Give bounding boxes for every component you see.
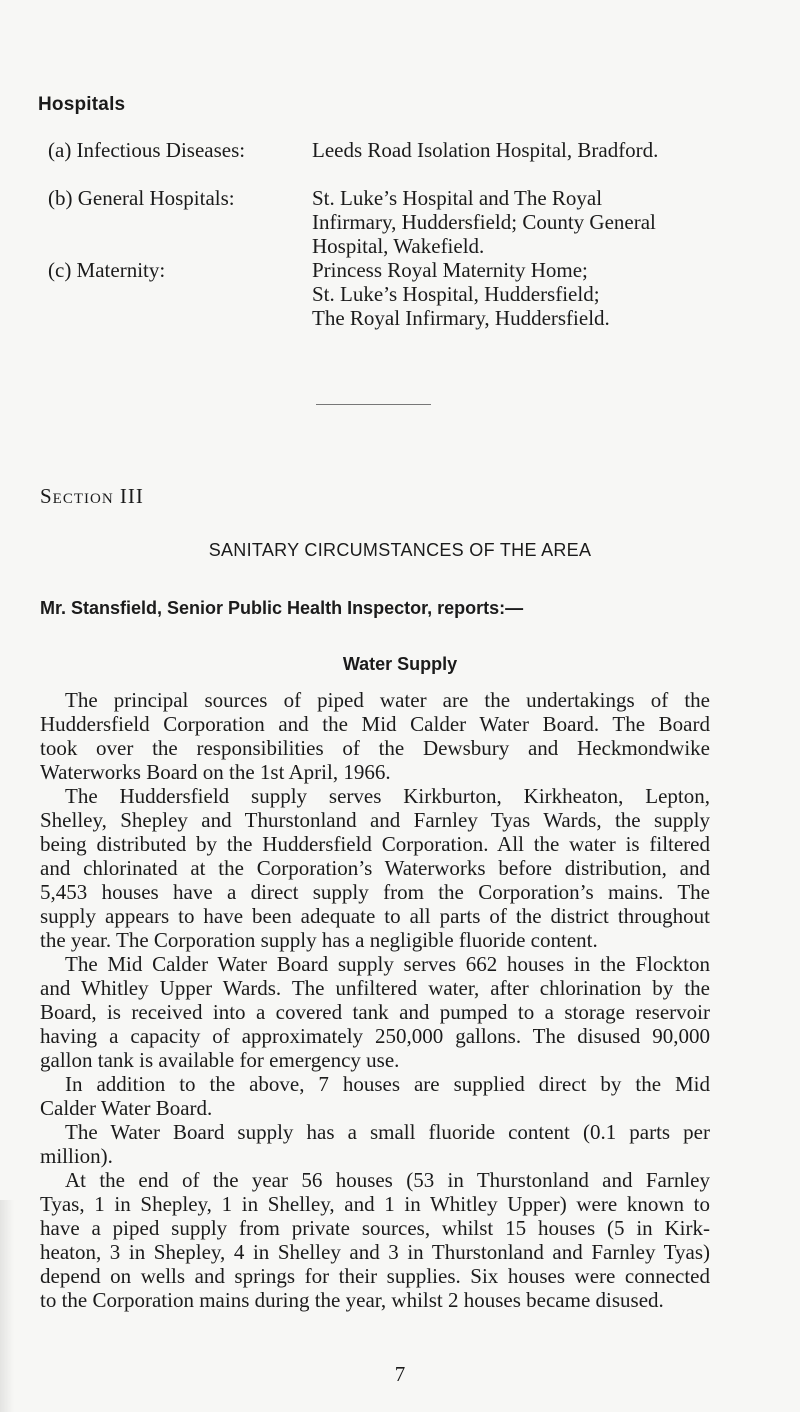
paragraph-line: heaton, 3 in Shepley, 4 in Shelley and 3 in Thurstonland and Farnley Tyas): [40, 1240, 710, 1264]
paragraph-line: Waterworks Board on the 1st April, 1966.: [40, 760, 391, 784]
hospital-value-line: Hospital, Wakefield.: [312, 234, 485, 258]
hospital-value-line: St. Luke’s Hospital and The Royal: [312, 186, 603, 210]
paragraph-line: took over the responsibilities of the Dewsbury and Heckmondwike: [40, 736, 710, 760]
paragraph: [40, 688, 710, 784]
hospital-entry-label: (a) Infectious Diseases:: [48, 138, 246, 162]
section-heading: [40, 484, 144, 509]
paragraph-line: Huddersfield Corporation and the Mid Calder Water Board. The Board: [40, 712, 710, 736]
hospital-entry-label: (c) Maternity:: [48, 258, 166, 282]
paragraph-line: being distributed by the Huddersfield Corporation. All the water is filtered: [40, 832, 710, 856]
section-divider: [316, 404, 431, 405]
page-number: 7: [394, 1362, 406, 1386]
paragraph-line: and Whitley Upper Wards. The unfiltered water, after chlorination by the: [40, 976, 710, 1000]
paragraph: [40, 1120, 710, 1168]
paragraph-line: depend on wells and springs for their supplies. Six houses were connected: [40, 1264, 710, 1288]
paragraph-line: gallon tank is available for emergency use.: [40, 1048, 400, 1072]
hospital-entry-value: [312, 186, 757, 258]
page-title: SANITARY CIRCUMSTANCES OF THE AREA: [208, 540, 592, 560]
paragraph: [40, 1072, 710, 1120]
hospital-value-line: Leeds Road Isolation Hospital, Bradford.: [312, 138, 659, 162]
paragraph-line: Shelley, Shepley and Thurstonland and Farnley Tyas Wards, the supply: [40, 808, 710, 832]
paragraph: [40, 784, 710, 952]
hospital-value-line: The Royal Infirmary, Huddersfield.: [312, 306, 610, 330]
paragraph-line: having a capacity of approximately 250,000 gallons. The disused 90,000: [40, 1024, 710, 1048]
paragraph-line: supply appears to have been adequate to all parts of the district throughout: [40, 904, 710, 928]
paragraph: [40, 1168, 710, 1312]
paragraph-line: Tyas, 1 in Shepley, 1 in Shelley, and 1 in Whitley Upper) were known to: [40, 1192, 710, 1216]
paragraph-line: The Huddersfield supply serves Kirkburton, Kirkheaton, Lepton,: [65, 784, 710, 808]
paragraph-line: The Water Board supply has a small fluoride content (0.1 parts per: [65, 1120, 710, 1144]
paragraph-line: have a piped supply from private sources, whilst 15 houses (5 in Kirk-: [40, 1216, 710, 1240]
hospital-entry-value: [312, 258, 757, 330]
paragraph-line: The principal sources of piped water are the undertakings of the: [65, 688, 710, 712]
paragraph-line: the year. The Corporation supply has a negligible fluoride content.: [40, 928, 598, 952]
hospital-value-line: St. Luke’s Hospital, Huddersfield;: [312, 282, 600, 306]
hospital-value-line: Infirmary, Huddersfield; County General: [312, 210, 656, 234]
hospital-value-line: Princess Royal Maternity Home;: [312, 258, 588, 282]
paragraph-line: and chlorinated at the Corporation’s Waterworks before distribution, and: [40, 856, 710, 880]
paragraph-line: Calder Water Board.: [40, 1096, 213, 1120]
subheading: Water Supply: [342, 654, 458, 674]
section-number: III: [119, 484, 144, 508]
paragraph-line: Board, is received into a covered tank and pumped to a storage reservoir: [40, 1000, 710, 1024]
paragraph-line: million).: [40, 1144, 113, 1168]
body-text: [40, 688, 710, 1312]
paragraph-line: In addition to the above, 7 houses are supplied direct by the Mid: [65, 1072, 710, 1096]
hospital-entry-value: [312, 138, 757, 162]
section-word: Section: [40, 484, 114, 508]
hospital-entry-label: (b) General Hospitals:: [48, 186, 235, 210]
paragraph-line: to the Corporation mains during the year, whilst 2 houses became disused.: [40, 1288, 664, 1312]
hospitals-heading: Hospitals: [38, 94, 126, 115]
paragraph: [40, 952, 710, 1072]
paragraph-line: The Mid Calder Water Board supply serves 662 houses in the Flockton: [65, 952, 710, 976]
paragraph-line: At the end of the year 56 houses (53 in Thurstonland and Farnley: [65, 1168, 710, 1192]
reporter-line: Mr. Stansfield, Senior Public Health Inspector, reports:—: [40, 598, 524, 618]
paragraph-line: 5,453 houses have a direct supply from the Corporation’s mains. The: [40, 880, 710, 904]
